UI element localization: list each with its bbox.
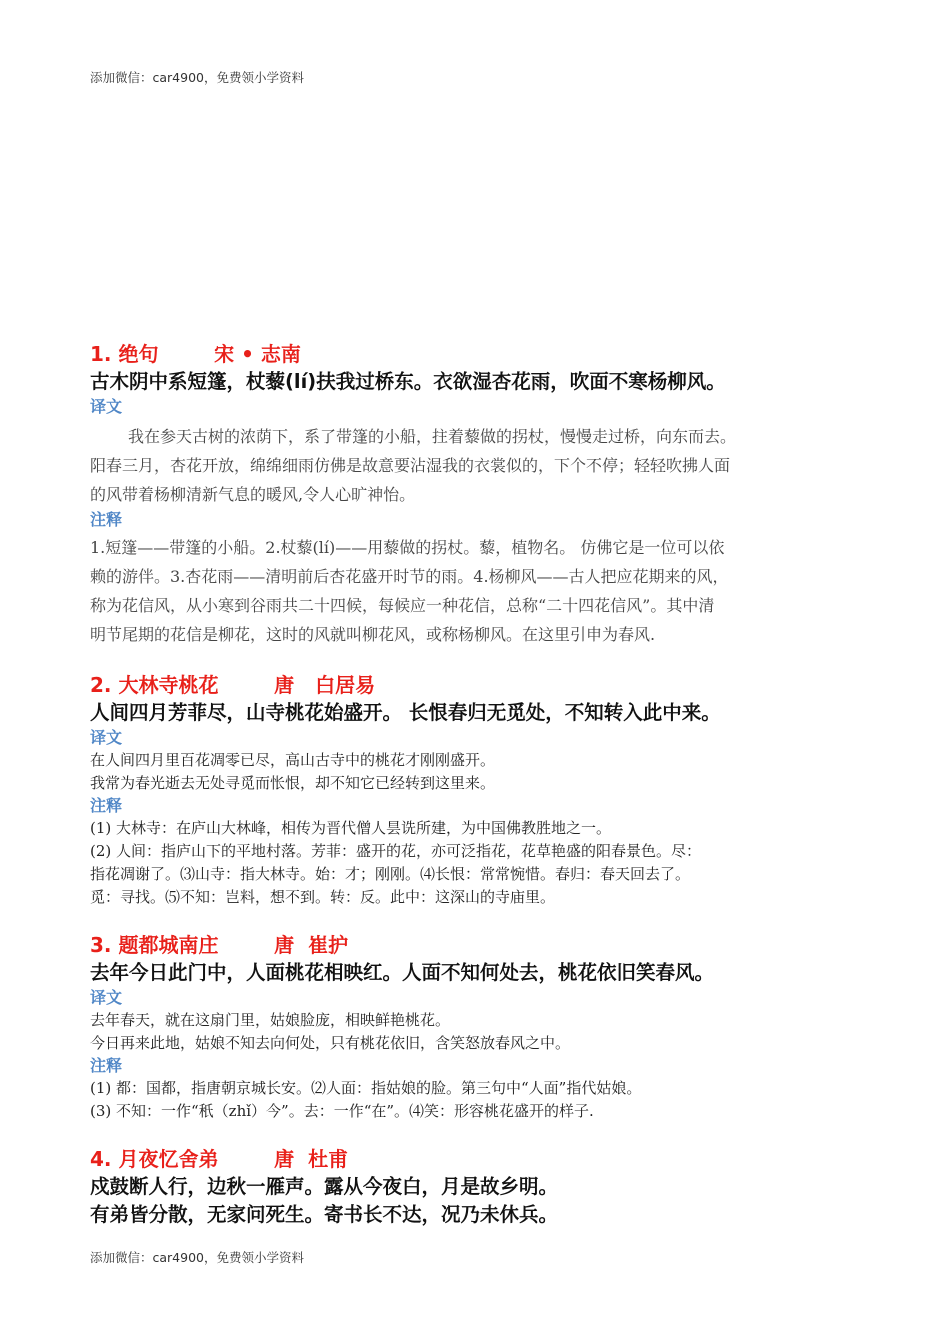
note-line: 称为花信风，从小寒到谷雨共二十四候，每候应一种花信，总称“二十四花信风”。其中清	[90, 596, 715, 615]
poem-line: 有弟皆分散，无家问死生。寄书长不达，况乃未休兵。	[90, 1203, 559, 1226]
translation-text	[90, 422, 880, 509]
note-line: 指花凋谢了。⑶山寺：指大林寺。始：才；刚刚。⑷长恨：常常惋惜。春归：春天回去了。	[90, 865, 691, 883]
notes-text	[90, 1077, 880, 1123]
note-line: (3) 不知：一作“秖（zhǐ）今”。去：一作“在”。⑷笑：形容桃花盛开的样子.	[90, 1102, 594, 1120]
note-line: (1) 都：国都，指唐朝京城长安。⑵人面：指姑娘的脸。第三句中“人面”指代姑娘。	[90, 1079, 642, 1097]
page-footer: 添加微信：car4900，免费领小学资料	[90, 1250, 304, 1265]
poem-title: 4. 月夜忆舍弟 唐 杜甫	[90, 1147, 349, 1171]
poem-section-2	[90, 671, 880, 909]
translation-line: 的风带着杨柳清新气息的暖风,令人心旷神怡。	[90, 485, 416, 504]
translation-line: 阳春三月，杏花开放，绵绵细雨仿佛是故意要沾湿我的衣裳似的，下个不停；轻轻吹拂人面	[90, 456, 731, 475]
poem-title: 2. 大林寺桃花 唐 白居易	[90, 673, 376, 697]
note-line: 明节尾期的花信是柳花，这时的风就叫柳花风，或称杨柳风。在这里引申为春风.	[90, 625, 656, 644]
translation-text	[90, 749, 880, 795]
notes-text	[90, 817, 880, 909]
note-line: (2) 人间：指庐山下的平地村落。芳菲：盛开的花，亦可泛指花，花草艳盛的阳春景色。尽：	[90, 842, 702, 860]
notes-label: 注释	[90, 796, 123, 815]
note-line: 1.短篷——带篷的小船。2.杖藜(lí)——用藜做的拐杖。藜，植物名。 仿佛它是一位可以依	[90, 538, 725, 557]
poem-section-3	[90, 931, 880, 1123]
translation-line: 我在参天古树的浓荫下，系了带篷的小船，拄着藜做的拐杖，慢慢走过桥，向东而去。	[128, 427, 737, 446]
translation-line: 我常为春光逝去无处寻觅而怅恨，却不知它已经转到这里来。	[90, 774, 496, 792]
translation-label: 译文	[90, 728, 123, 747]
page-header: 添加微信：car4900，免费领小学资料	[90, 70, 304, 85]
notes-label: 注释	[90, 1056, 123, 1075]
notes-text	[90, 533, 880, 649]
document-body	[90, 340, 880, 1251]
poem-section-4	[90, 1145, 880, 1229]
notes-label: 注释	[90, 510, 123, 529]
note-line: 觅：寻找。⑸不知：岂料，想不到。转：反。此中：这深山的寺庙里。	[90, 888, 556, 906]
poem-line: 人间四月芳菲尽，山寺桃花始盛开。 长恨春归无觅处，不知转入此中来。	[90, 701, 721, 724]
translation-label: 译文	[90, 397, 123, 416]
poem-title: 3. 题都城南庄 唐 崔护	[90, 933, 349, 957]
poem-title: 1. 绝句 宋 • 志南	[90, 342, 301, 366]
poem-line: 古木阴中系短篷，杖藜(lí)扶我过桥东。衣欲湿杏花雨，吹面不寒杨柳风。	[90, 370, 726, 393]
translation-text	[90, 1009, 880, 1055]
note-line: 赖的游伴。3.杏花雨——清明前后杏花盛开时节的雨。4.杨柳风——古人把应花期来的风，	[90, 567, 729, 586]
note-line: (1) 大林寺：在庐山大林峰，相传为晋代僧人昙诜所建，为中国佛教胜地之一。	[90, 819, 612, 837]
translation-line: 去年春天，就在这扇门里，姑娘脸庞，相映鲜艳桃花。	[90, 1011, 451, 1029]
translation-line: 在人间四月里百花凋零已尽，高山古寺中的桃花才刚刚盛开。	[90, 751, 496, 769]
translation-label: 译文	[90, 988, 123, 1007]
poem-section-1	[90, 340, 880, 649]
poem-line: 去年今日此门中，人面桃花相映红。人面不知何处去，桃花依旧笑春风。	[90, 961, 715, 984]
translation-line: 今日再来此地，姑娘不知去向何处，只有桃花依旧，含笑怒放春风之中。	[90, 1034, 571, 1052]
poem-line: 戍鼓断人行，边秋一雁声。露从今夜白，月是故乡明。	[90, 1175, 559, 1198]
